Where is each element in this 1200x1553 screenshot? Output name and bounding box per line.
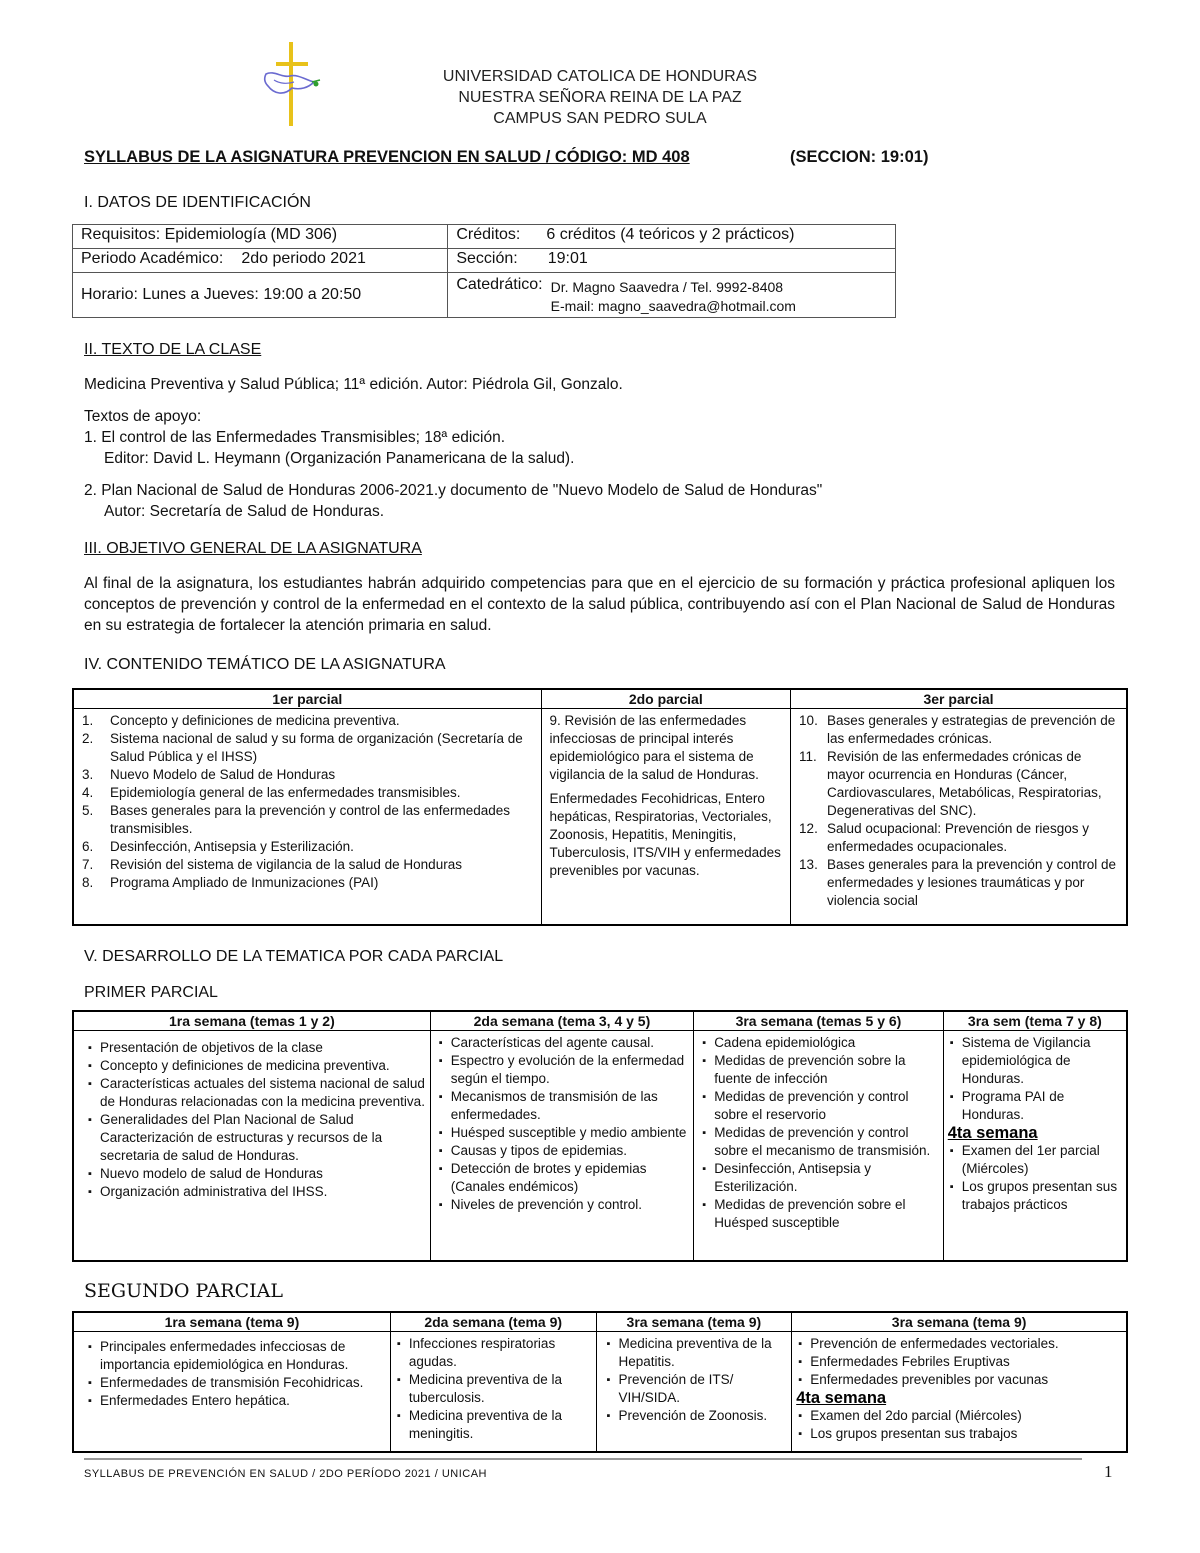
p2-week-4-list bbox=[796, 1407, 1122, 1443]
p2-week-2-list bbox=[395, 1335, 592, 1443]
topic-text: Epidemiología general de las enfermedades transmisibles. bbox=[110, 785, 461, 800]
p2-week-1-head: 1ra semana (tema 9) bbox=[73, 1312, 390, 1332]
p1-week-3-list bbox=[700, 1034, 939, 1232]
p1-week-2-content bbox=[430, 1031, 693, 1261]
bullet-item: ▪ Medicina preventiva de la tuberculosis. bbox=[395, 1371, 592, 1407]
p2-week-3-head: 3ra semana (tema 9) bbox=[596, 1312, 792, 1332]
seccion-cell bbox=[448, 249, 896, 273]
periodo-cell bbox=[73, 249, 448, 273]
topic-item bbox=[74, 838, 537, 856]
topic-text: Desinfección, Antisepsia y Esterilización. bbox=[110, 839, 354, 854]
p1-week-3-head: 3ra semana (temas 5 y 6) bbox=[694, 1011, 944, 1031]
bullet-item: ▪ Presentación de objetivos de la clase bbox=[86, 1039, 426, 1057]
bullet-item: ▪ Prevención de enfermedades vectoriales. bbox=[796, 1335, 1122, 1353]
bullet-item: ▪ Huésped susceptible y medio ambiente bbox=[437, 1124, 689, 1142]
topic-item bbox=[74, 874, 537, 892]
support-texts-label: Textos de apoyo: bbox=[84, 408, 202, 425]
header-line-3: CAMPUS SAN PEDRO SULA bbox=[493, 110, 707, 127]
topic-9-diseases: Enfermedades Fecohidricas, Entero hepáticas, Respiratorias, Vectoriales, Zoonosis, Hepatitis, Meningitis, Tuberculosis, ITS/VIH y enfermedades prevenibles por vacunas. bbox=[549, 791, 781, 878]
topic-number: 2. bbox=[82, 731, 94, 746]
content-3er-parcial bbox=[791, 709, 1127, 925]
bullet-item: ▪ Medidas de prevención y control sobre el mecanismo de transmisión. bbox=[700, 1124, 939, 1160]
p2-week-3b-list bbox=[796, 1335, 1122, 1389]
header-line-2: NUESTRA SEÑORA REINA DE LA PAZ bbox=[458, 89, 742, 106]
identification-table bbox=[72, 224, 896, 318]
topic-item bbox=[74, 784, 537, 802]
bullet-item: ▪ Concepto y definiciones de medicina preventiva. bbox=[86, 1057, 426, 1075]
topic-number: 3. bbox=[82, 767, 94, 782]
topic-item bbox=[74, 712, 537, 730]
creditos-value: 6 créditos (4 teóricos y 2 prácticos) bbox=[546, 226, 795, 243]
bullet-item: ▪ Sistema de Vigilancia epidemiológica de Honduras. bbox=[948, 1034, 1122, 1088]
topic-text: Bases generales para la prevención y control de enfermedades y lesiones traumáticas y por violencia social bbox=[827, 857, 1116, 908]
university-header bbox=[0, 66, 1200, 129]
main-text: Medicina Preventiva y Salud Pública; 11ª edición. Autor: Piédrola Gil, Gonzalo. bbox=[84, 376, 623, 393]
bullet-item: ▪ Enfermedades Entero hepática. bbox=[86, 1392, 386, 1410]
bullet-item: ▪ Principales enfermedades infecciosas de importancia epidemiológica en Honduras. bbox=[86, 1338, 386, 1374]
bullet-item: ▪ Desinfección, Antisepsia y Esterilización. bbox=[700, 1160, 939, 1196]
requisitos-cell: Requisitos: Epidemiología (MD 306) bbox=[73, 225, 448, 249]
col-2do-parcial: 2do parcial bbox=[541, 689, 791, 709]
content-1er-parcial bbox=[73, 709, 541, 925]
topic-item bbox=[791, 856, 1122, 910]
topic-number: 13. bbox=[799, 857, 818, 872]
footer-text: SYLLABUS DE PREVENCIÓN EN SALUD / 2DO PERÍODO 2021 / UNICAH bbox=[84, 1468, 488, 1480]
seccion-value: 19:01 bbox=[547, 250, 588, 267]
topic-item bbox=[791, 748, 1122, 820]
p2-week-3-content bbox=[596, 1332, 792, 1452]
topic-number: 4. bbox=[82, 785, 94, 800]
topic-number: 8. bbox=[82, 875, 94, 890]
topic-item bbox=[74, 856, 537, 874]
bullet-item: ▪ Medidas de prevención sobre la fuente de infección bbox=[700, 1052, 939, 1088]
bullet-item: ▪ Examen del 2do parcial (Miércoles) bbox=[796, 1407, 1122, 1425]
bullet-item: ▪ Características actuales del sistema nacional de salud de Honduras relacionadas con la medicina preventiva. bbox=[86, 1075, 426, 1111]
bullet-item: ▪ Generalidades del Plan Nacional de Salud Caracterización de estructuras y recursos de la secretaria de salud de Honduras. bbox=[86, 1111, 426, 1165]
topic-text: Bases generales y estrategias de prevención de las enfermedades crónicas. bbox=[827, 713, 1116, 746]
bullet-item: ▪ Organización administrativa del IHSS. bbox=[86, 1183, 426, 1201]
support-text-2: 2. Plan Nacional de Salud de Honduras 2006-2021.y documento de "Nuevo Modelo de Salud de Honduras" bbox=[84, 482, 823, 499]
p2-4ta-semana: 4ta semana bbox=[796, 1389, 887, 1407]
topic-item bbox=[791, 712, 1122, 748]
catedratico-cell bbox=[448, 273, 896, 318]
bullet-item: ▪ Medicina preventiva de la Hepatitis. bbox=[605, 1335, 788, 1371]
p2-week-2-head: 2da semana (tema 9) bbox=[390, 1312, 596, 1332]
p1-week-1-content bbox=[73, 1031, 430, 1261]
section-1-heading: I. DATOS DE IDENTIFICACIÓN bbox=[84, 194, 311, 211]
topic-number: 11. bbox=[799, 749, 817, 764]
p1-week-3b-head: 3ra sem (tema 7 y 8) bbox=[943, 1011, 1127, 1031]
topic-number: 1. bbox=[82, 713, 94, 728]
p2-week-3b-content bbox=[792, 1332, 1127, 1452]
horario-cell: Horario: Lunes a Jueves: 19:00 a 20:50 bbox=[73, 273, 448, 318]
content-2do-parcial bbox=[541, 709, 791, 925]
segundo-parcial-table bbox=[72, 1311, 1128, 1453]
section-5-heading: V. DESARROLLO DE LA TEMATICA POR CADA PARCIAL bbox=[84, 948, 504, 965]
catedratico-name: Dr. Magno Saavedra / Tel. 9992-8408 bbox=[550, 279, 784, 295]
creditos-label: Créditos: bbox=[456, 226, 521, 243]
p2-week-3-list bbox=[605, 1335, 788, 1425]
page-number: 1 bbox=[1104, 1462, 1113, 1481]
p1-week-4-list bbox=[948, 1142, 1122, 1214]
bullet-item: ▪ Mecanismos de transmisión de las enfermedades. bbox=[437, 1088, 689, 1124]
p1-week-3b-content bbox=[943, 1031, 1127, 1261]
topic-9: 9. Revisión de las enfermedades infecciosas de principal interés epidemiológico para el sistema de vigilancia de la salud de Honduras. bbox=[549, 713, 759, 782]
bullet-item: ▪ Nuevo modelo de salud de Honduras bbox=[86, 1165, 426, 1183]
topic-item bbox=[74, 730, 537, 766]
p1-week-1-list bbox=[86, 1039, 426, 1201]
p2-week-1-list bbox=[86, 1338, 386, 1410]
bullet-item: ▪ Programa PAI de Honduras. bbox=[948, 1088, 1122, 1124]
topic-item bbox=[791, 820, 1122, 856]
p1-week-3b-list bbox=[948, 1034, 1122, 1124]
syllabus-title: SYLLABUS DE LA ASIGNATURA PREVENCION EN SALUD / CÓDIGO: MD 408 bbox=[84, 148, 690, 166]
bullet-item: ▪ Enfermedades Febriles Eruptivas bbox=[796, 1353, 1122, 1371]
bullet-item: ▪ Enfermedades prevenibles por vacunas bbox=[796, 1371, 1122, 1389]
thematic-content-table bbox=[72, 688, 1128, 926]
topic-text: Programa Ampliado de Inmunizaciones (PAI) bbox=[110, 875, 379, 890]
topic-text: Salud ocupacional: Prevención de riesgos y enfermedades ocupacionales. bbox=[827, 821, 1089, 854]
col-3er-parcial: 3er parcial bbox=[791, 689, 1127, 709]
topic-text: Sistema nacional de salud y su forma de organización (Secretaría de Salud Pública y el IHSS) bbox=[110, 731, 523, 764]
bullet-item: ▪ Medidas de prevención y control sobre el reservorio bbox=[700, 1088, 939, 1124]
support-text-1: 1. El control de las Enfermedades Transmisibles; 18ª edición. bbox=[84, 429, 506, 446]
bullet-item: ▪ Examen del 1er parcial (Miércoles) bbox=[948, 1142, 1122, 1178]
p1-week-1-head: 1ra semana (temas 1 y 2) bbox=[73, 1011, 430, 1031]
topic-number: 12. bbox=[799, 821, 818, 836]
objective-text: Al final de la asignatura, los estudiantes habrán adquirido competencias para que en el ejercicio de su formación y práctica profesional apliquen los conceptos de prevención y control de la enfermedad en el contexto de la salud pública, contribuyendo así con el Plan Nacional de Salud de Honduras en su estrategia de fortalecer la atención primaria en salud. bbox=[84, 575, 1115, 634]
seccion-label: Sección: bbox=[456, 250, 518, 267]
header-line-1: UNIVERSIDAD CATOLICA DE HONDURAS bbox=[442, 68, 758, 85]
p2-week-2-content bbox=[390, 1332, 596, 1452]
p1-week-2-list bbox=[437, 1034, 689, 1214]
catedratico-label: Catedrático: bbox=[456, 276, 543, 293]
bullet-item: ▪ Infecciones respiratorias agudas. bbox=[395, 1335, 592, 1371]
footer-divider bbox=[84, 1458, 1082, 1460]
topic-number: 10. bbox=[799, 713, 818, 728]
p1-week-3-content bbox=[694, 1031, 944, 1261]
topic-item bbox=[74, 802, 537, 838]
segundo-parcial-heading: SEGUNDO PARCIAL bbox=[84, 1280, 283, 1302]
periodo-label: Periodo Académico: bbox=[81, 250, 224, 267]
topic-number: 6. bbox=[82, 839, 94, 854]
topic-text: Nuevo Modelo de Salud de Honduras bbox=[110, 767, 336, 782]
bullet-item: ▪ Prevención de Zoonosis. bbox=[605, 1407, 788, 1425]
bullet-item: ▪ Los grupos presentan sus trabajos prácticos bbox=[948, 1178, 1122, 1214]
periodo-value: 2do periodo 2021 bbox=[241, 250, 366, 267]
topic-text: Concepto y definiciones de medicina preventiva. bbox=[110, 713, 400, 728]
p2-week-1-content bbox=[73, 1332, 390, 1452]
bullet-item: ▪ Cadena epidemiológica bbox=[700, 1034, 939, 1052]
bullet-item: ▪ Enfermedades de transmisión Fecohidricas. bbox=[86, 1374, 386, 1392]
bullet-item: ▪ Medidas de prevención sobre el Huésped susceptible bbox=[700, 1196, 939, 1232]
catedratico-email: E-mail: magno_saavedra@hotmail.com bbox=[550, 298, 796, 314]
section-3-heading: III. OBJETIVO GENERAL DE LA ASIGNATURA bbox=[84, 540, 422, 557]
topic-number: 7. bbox=[82, 857, 94, 872]
bullet-item: ▪ Detección de brotes y epidemias (Canales endémicos) bbox=[437, 1160, 689, 1196]
bullet-item: ▪ Características del agente causal. bbox=[437, 1034, 689, 1052]
topic-number: 5. bbox=[82, 803, 94, 818]
bullet-item: ▪ Los grupos presentan sus trabajos bbox=[796, 1425, 1122, 1443]
bullet-item: ▪ Niveles de prevención y control. bbox=[437, 1196, 689, 1214]
creditos-cell bbox=[448, 225, 896, 249]
support-text-2-author: Autor: Secretaría de Salud de Honduras. bbox=[104, 503, 385, 520]
bullet-item: ▪ Causas y tipos de epidemias. bbox=[437, 1142, 689, 1160]
topic-item bbox=[74, 766, 537, 784]
topic-list-1 bbox=[74, 712, 537, 892]
p1-4ta-semana: 4ta semana bbox=[947, 1124, 1038, 1142]
bullet-item: ▪ Prevención de ITS/ VIH/SIDA. bbox=[605, 1371, 788, 1407]
topic-text: Revisión de las enfermedades crónicas de mayor ocurrencia en Honduras (Cáncer, Cardiovasculares, Metabólicas, Respiratorias, Degenerativas del SNC). bbox=[827, 749, 1102, 818]
support-text-1-editor: Editor: David L. Heymann (Organización Panamericana de la salud). bbox=[104, 450, 575, 467]
primer-parcial-table bbox=[72, 1010, 1128, 1262]
section-4-heading: IV. CONTENIDO TEMÁTICO DE LA ASIGNATURA bbox=[84, 656, 446, 673]
p1-week-2-head: 2da semana (tema 3, 4 y 5) bbox=[430, 1011, 693, 1031]
bullet-item: ▪ Espectro y evolución de la enfermedad según el tiempo. bbox=[437, 1052, 689, 1088]
section-code: (SECCION: 19:01) bbox=[790, 148, 929, 166]
section-2-heading: II. TEXTO DE LA CLASE bbox=[84, 341, 262, 358]
p2-week-3b-head: 3ra semana (tema 9) bbox=[792, 1312, 1127, 1332]
topic-text: Revisión del sistema de vigilancia de la salud de Honduras bbox=[110, 857, 462, 872]
col-1er-parcial: 1er parcial bbox=[73, 689, 541, 709]
bullet-item: ▪ Medicina preventiva de la meningitis. bbox=[395, 1407, 592, 1443]
topic-list-3 bbox=[791, 712, 1122, 910]
topic-text: Bases generales para la prevención y control de las enfermedades transmisibles. bbox=[110, 803, 510, 836]
primer-parcial-heading: PRIMER PARCIAL bbox=[84, 984, 218, 1001]
